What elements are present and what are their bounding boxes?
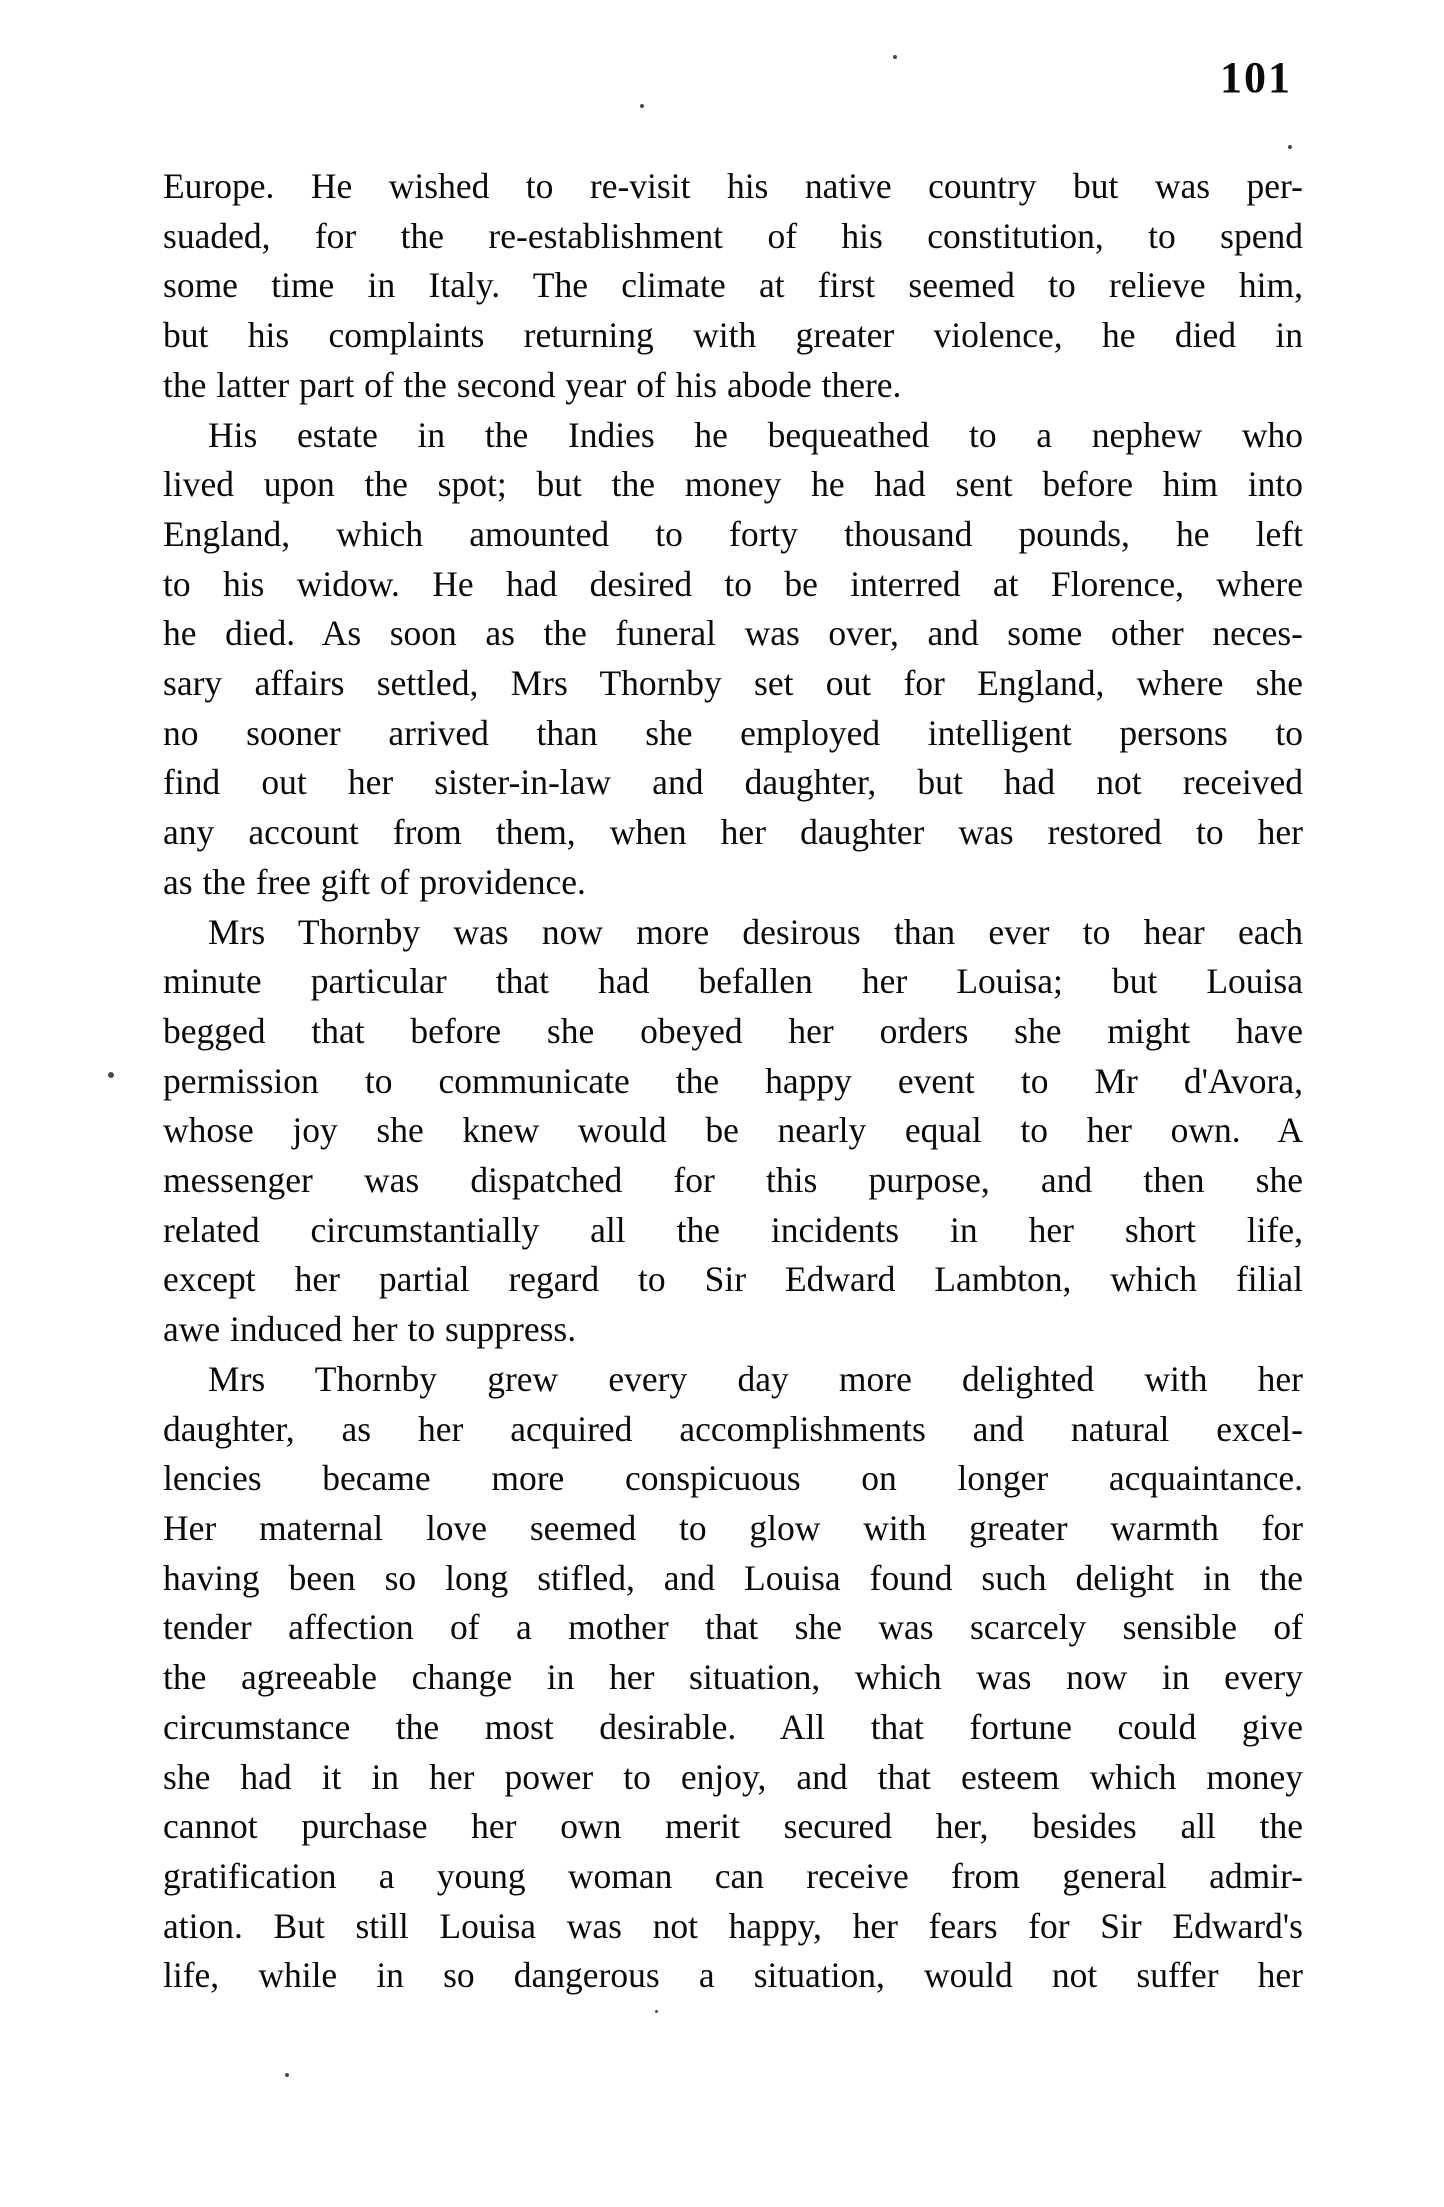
scan-speck: [1288, 145, 1292, 149]
text-line: having been so long stifled, and Louisa found such delight in the: [163, 1557, 1303, 1598]
paragraph: [163, 411, 1303, 908]
text-line: but his complaints returning with greater violence, he died in: [163, 315, 1303, 356]
text-line: sary affairs settled, Mrs Thornby set out for England, where she: [163, 663, 1303, 704]
text-line: begged that before she obeyed her orders she might have: [163, 1010, 1303, 1051]
text-line: related circumstantially all the incidents in her short life,: [163, 1209, 1303, 1250]
text-line: except her partial regard to Sir Edward Lambton, which filial: [163, 1259, 1303, 1300]
text-line: some time in Italy. The climate at first seemed to relieve him,: [163, 265, 1303, 306]
text-line: the agreeable change in her situation, which was now in every: [163, 1657, 1303, 1698]
text-line: whose joy she knew would be nearly equal to her own. A: [163, 1110, 1303, 1151]
text-line: daughter, as her acquired accomplishments and natural excel-: [163, 1408, 1303, 1449]
text-line: messenger was dispatched for this purpose, and then she: [163, 1160, 1303, 1201]
text-line: to his widow. He had desired to be interred at Florence, where: [163, 563, 1303, 604]
text-line: gratification a young woman can receive from general admir-: [163, 1855, 1303, 1896]
page-number: 101: [1220, 53, 1292, 102]
paragraph: [163, 1355, 1303, 2001]
text-line: circumstance the most desirable. All that fortune could give: [163, 1706, 1303, 1747]
scan-speck: [655, 2010, 658, 2013]
text-line: permission to communicate the happy event to Mr d'Avora,: [163, 1060, 1303, 1101]
paragraph: [163, 908, 1303, 1355]
text-line: Mrs Thornby grew every day more delighted with her: [208, 1358, 1303, 1399]
text-line: find out her sister-in-law and daughter, but had not received: [163, 762, 1303, 803]
text-line: life, while in so dangerous a situation, would not suffer her: [163, 1955, 1303, 1996]
text-line: the latter part of the second year of his abode there.: [163, 364, 902, 405]
text-line: minute particular that had befallen her Louisa; but Louisa: [163, 961, 1303, 1002]
text-line: as the free gift of providence.: [163, 861, 586, 902]
text-line: lived upon the spot; but the money he had sent before him into: [163, 464, 1303, 505]
scan-speck: [285, 2073, 289, 2077]
text-line: England, which amounted to forty thousand pounds, he left: [163, 513, 1303, 554]
text-line: ation. But still Louisa was not happy, her fears for Sir Edward's: [163, 1905, 1303, 1946]
text-line: awe induced her to suppress.: [163, 1309, 577, 1350]
text-line: Europe. He wished to re-visit his native country but was per-: [163, 166, 1303, 206]
text-line: suaded, for the re-establishment of his constitution, to spend: [163, 215, 1303, 256]
text-block: [163, 162, 1303, 2001]
scan-speck: [893, 55, 897, 59]
text-line: Her maternal love seemed to glow with greater warmth for: [163, 1507, 1303, 1548]
text-line: any account from them, when her daughter was restored to her: [163, 812, 1303, 853]
scan-speck: [108, 1072, 114, 1078]
text-line: he died. As soon as the funeral was over, and some other neces-: [163, 613, 1303, 654]
scan-speck: [640, 104, 644, 108]
text-line: cannot purchase her own merit secured her, besides all the: [163, 1806, 1303, 1847]
paragraph: [163, 162, 1303, 411]
text-line: tender affection of a mother that she was scarcely sensible of: [163, 1607, 1303, 1648]
text-line: she had it in her power to enjoy, and that esteem which money: [163, 1756, 1303, 1797]
text-line: Mrs Thornby was now more desirous than ever to hear each: [208, 911, 1303, 952]
text-line: lencies became more conspicuous on longer acquaintance.: [163, 1458, 1303, 1499]
text-line: His estate in the Indies he bequeathed to a nephew who: [208, 414, 1303, 455]
text-line: no sooner arrived than she employed intelligent persons to: [163, 712, 1303, 753]
